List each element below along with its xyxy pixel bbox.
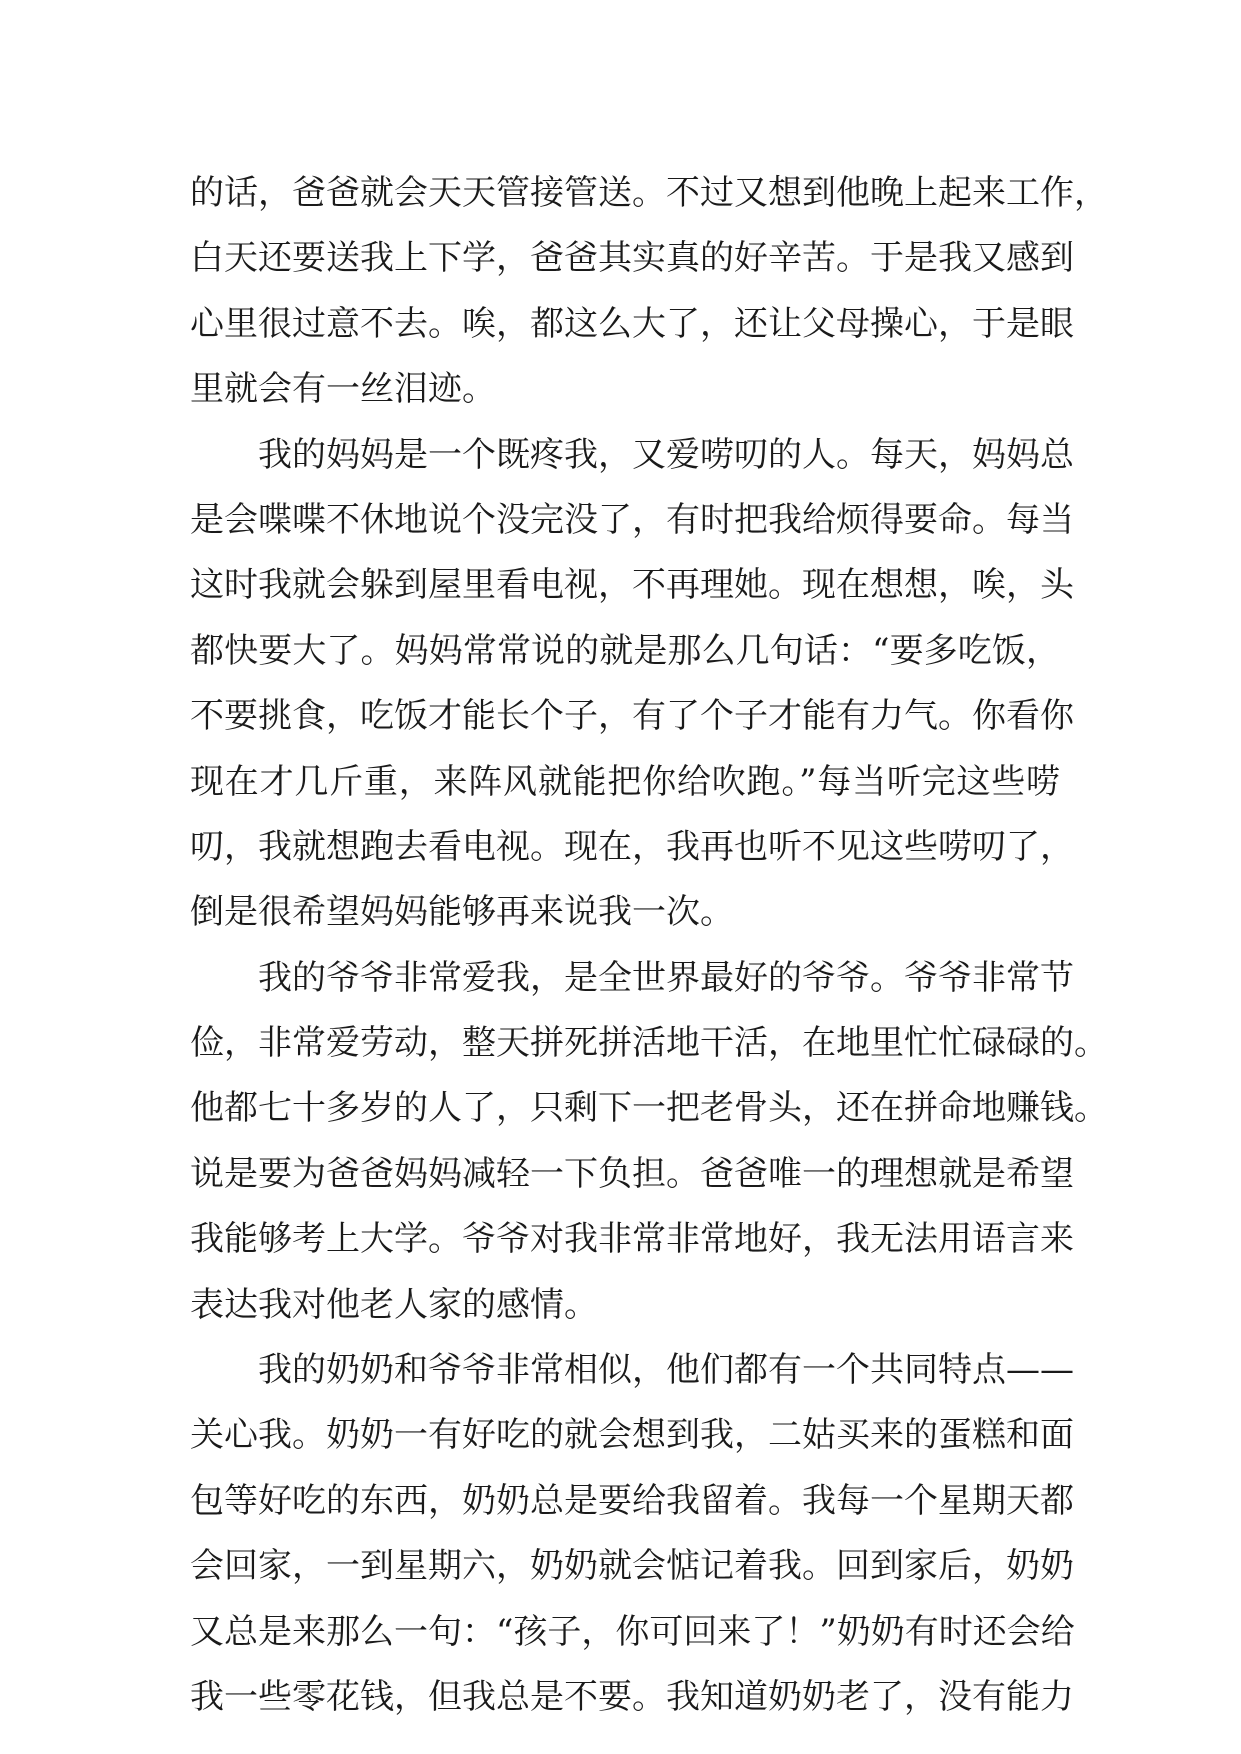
text-line: 表达我对他老人家的感情。 [190, 1284, 598, 1325]
text-line: 说是要为爸爸妈妈减轻一下负担。爸爸唯一的理想就是希望 [190, 1153, 1074, 1194]
text-line: 白天还要送我上下学，爸爸其实真的好辛苦。于是我又感到 [190, 238, 1074, 279]
text-line: 是会喋喋不休地说个没完没了，有时把我给烦得要命。每当 [190, 499, 1074, 540]
text-line: 倒是很希望妈妈能够再来说我一次。 [190, 892, 734, 933]
text-line: 不要挑食，吃饭才能长个子，有了个子才能有力气。你看你 [190, 696, 1074, 737]
text-line: 叨，我就想跑去看电视。现在，我再也听不见这些唠叨了， [190, 826, 1074, 867]
text-line: 关心我。奶奶一有好吃的就会想到我，二姑买来的蛋糕和面 [190, 1415, 1074, 1456]
paragraph-first-line: 我的奶奶和爷爷非常相似，他们都有一个共同特点—— [258, 1350, 1074, 1391]
text-line: 我一些零花钱，但我总是不要。我知道奶奶老了，没有能力 [190, 1676, 1074, 1717]
text-line: 都快要大了。妈妈常常说的就是那么几句话：“要多吃饭， [190, 630, 1060, 671]
body-text [190, 161, 1108, 1730]
text-line: 俭，非常爱劳动，整天拼死拼活地干活，在地里忙忙碌碌的。 [190, 1023, 1108, 1064]
text-line: 心里很过意不去。唉，都这么大了，还让父母操心，于是眼 [190, 303, 1074, 344]
text-line: 的话，爸爸就会天天管接管送。不过又想到他晚上起来工作， [190, 173, 1108, 213]
paragraph-first-line: 我的爷爷非常爱我，是全世界最好的爷爷。爷爷非常节 [258, 957, 1074, 998]
text-line: 他都七十多岁的人了，只剩下一把老骨头，还在拼命地赚钱。 [190, 1088, 1108, 1129]
text-line: 会回家，一到星期六，奶奶就会惦记着我。回到家后，奶奶 [190, 1546, 1074, 1587]
text-line: 现在才几斤重，来阵风就能把你给吹跑。”每当听完这些唠 [190, 761, 1060, 802]
text-line: 又总是来那么一句：“孩子，你可回来了！”奶奶有时还会给 [190, 1611, 1075, 1652]
text-line: 包等好吃的东西，奶奶总是要给我留着。我每一个星期天都 [190, 1480, 1074, 1521]
paragraph-first-line: 我的妈妈是一个既疼我，又爱唠叨的人。每天，妈妈总 [258, 434, 1074, 475]
text-line: 我能够考上大学。爷爷对我非常非常地好，我无法用语言来 [190, 1219, 1074, 1260]
text-line: 里就会有一丝泪迹。 [190, 369, 496, 410]
text-line: 这时我就会躲到屋里看电视，不再理她。现在想想，唉，头 [190, 565, 1074, 606]
